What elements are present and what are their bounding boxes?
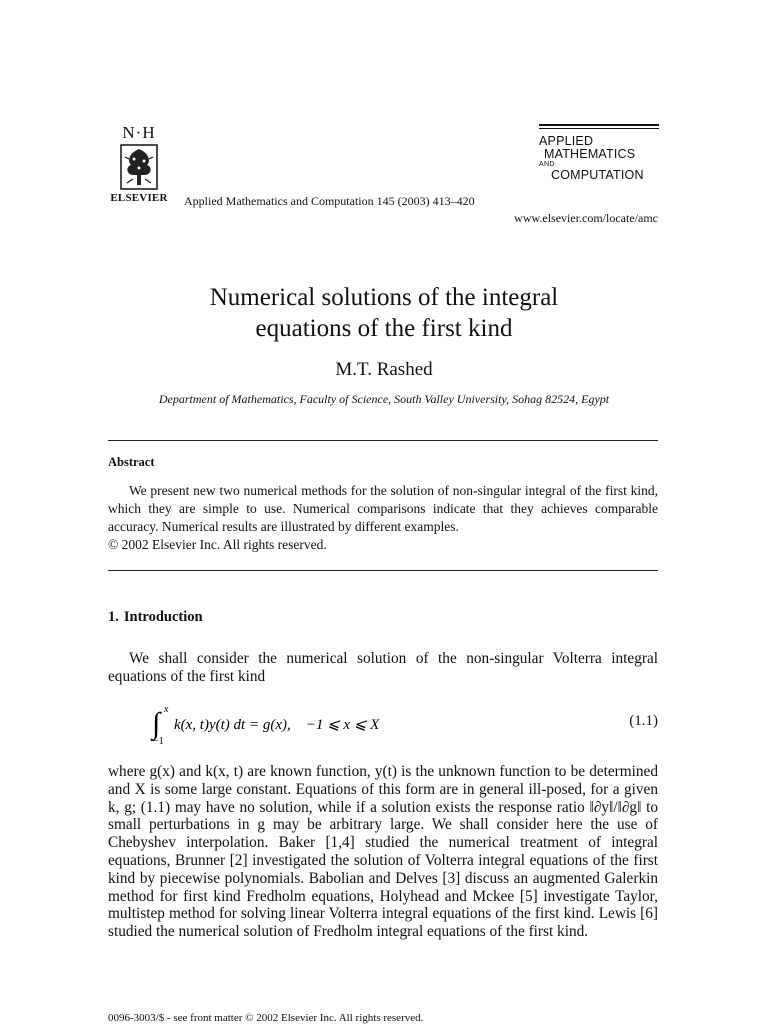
journal-url[interactable]: www.elsevier.com/locate/amc: [514, 211, 658, 225]
equation-expression: k(x, t)y(t) dt = g(x), −1 ⩽ x ⩽ X: [174, 717, 380, 733]
paragraph-text: We shall consider the numerical solution of the non-singular Volterra integral equations of the first kind: [108, 650, 658, 685]
title-line: Numerical solutions of the integral: [209, 284, 559, 311]
brand-word: MATHEMATICS: [544, 147, 636, 161]
abstract-text: We present new two numerical methods for the solution of non-singular integral of the first kind, which they are simple to use. Numerical comparisons indicate that they achieves comparable accuracy. Numerical results are illustrated by different examples.: [108, 483, 658, 534]
section-number: 1.: [108, 609, 119, 625]
divider: [108, 440, 658, 441]
title-line: equations of the first kind: [255, 315, 513, 342]
equation: [140, 700, 480, 748]
section-heading: [108, 609, 203, 626]
author-affiliation: Department of Mathematics, Faculty of Science, South Valley University, Sohag 82524, Egypt: [158, 392, 610, 406]
author-name[interactable]: M.T. Rashed: [335, 359, 433, 380]
journal-citation: Applied Mathematics and Computation 145 (2003) 413–420: [184, 194, 475, 208]
article-title: [0, 282, 768, 344]
section-title: Introduction: [123, 609, 203, 625]
logo-mark: N·H: [122, 123, 156, 142]
publisher-logo: [108, 124, 170, 204]
publisher-name: ELSEVIER: [110, 192, 168, 204]
upper-limit: x: [164, 704, 169, 715]
paragraph-text: where g(x) and k(x, t) are known function, y(t) is the unknown function to be determined and X is some large constant. Equations of this form are in general ill-posed, for a given k, g; (1.1) may have no solution, while if a solution exists the response ratio ‖∂y‖/‖∂g‖ to small perturbations in g may be arbitrary large. We shall consider here the use of Chebyshev interpolation. Baker [1,4] studied the numerical treatment of integral equations, Brunner [2] investigated the solution of Volterra integral equations of the first kind by piecewise polynomials. Babolian and Delves [3] discuss an augmented Galerkin method for first kind Fredholm equations, Holyhead and Mckee [5] investigate Taylor, multistep method for solving linear Volterra integral equations of the first kind. Lewis [6] studied the numerical solution of Fredholm integral equations of the first kind.: [108, 763, 658, 941]
abstract-heading: Abstract: [108, 455, 155, 469]
brand-rule: [539, 128, 659, 129]
brand-word: APPLIED: [539, 134, 594, 148]
brand-rule: [539, 124, 659, 126]
abstract-body: [108, 482, 658, 554]
journal-brand: [539, 124, 659, 182]
tree-icon: [119, 143, 159, 191]
footer-text: 0096-3003/$ - see front matter © 2002 Elsevier Inc. All rights reserved.: [108, 1012, 424, 1024]
integral-sign: ∫: [152, 707, 161, 740]
brand-word: COMPUTATION: [551, 168, 644, 182]
equation-label: (1.1): [629, 713, 658, 729]
divider: [108, 570, 658, 571]
lower-limit: −1: [153, 736, 164, 747]
paragraph: [108, 650, 658, 686]
abstract-copyright: © 2002 Elsevier Inc. All rights reserved.: [108, 537, 327, 552]
paragraph: [108, 763, 658, 941]
brand-word: AND: [539, 161, 555, 168]
